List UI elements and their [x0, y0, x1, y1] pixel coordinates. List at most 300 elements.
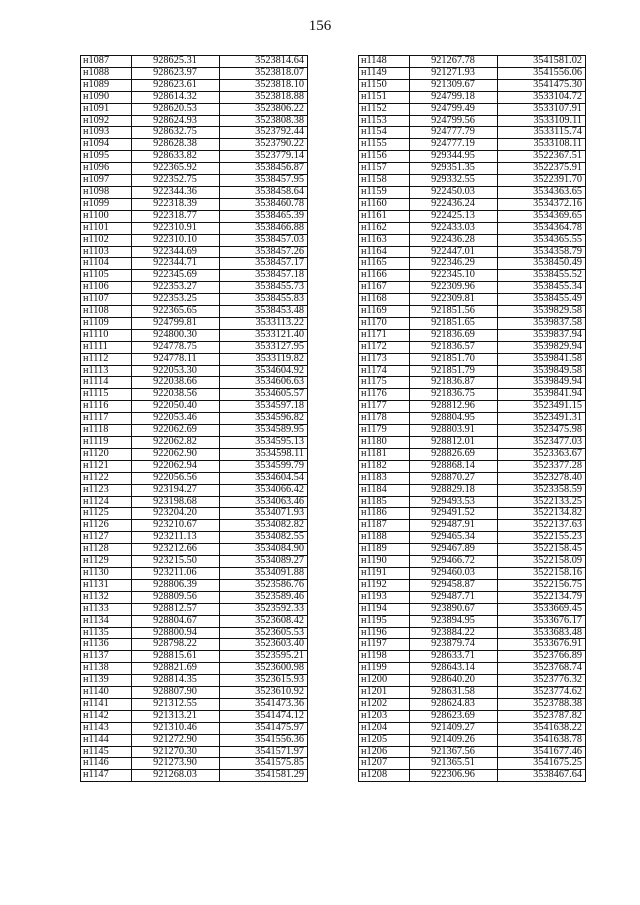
y-coordinate-cell: 3538457.26	[220, 246, 308, 258]
point-id-cell: н1114	[81, 377, 132, 389]
point-id-cell: н1134	[81, 615, 132, 627]
point-id-cell: н1131	[81, 579, 132, 591]
point-id-cell: н1129	[81, 556, 132, 568]
y-coordinate-cell: 3541556.36	[220, 734, 308, 746]
y-coordinate-cell: 3534595.13	[220, 437, 308, 449]
x-coordinate-cell: 928812.01	[410, 437, 498, 449]
y-coordinate-cell: 3523779.14	[220, 151, 308, 163]
x-coordinate-cell: 922344.69	[132, 246, 220, 258]
point-id-cell: н1199	[359, 663, 410, 675]
point-id-cell: н1189	[359, 544, 410, 556]
table-row	[359, 115, 586, 127]
point-id-cell: н1164	[359, 246, 410, 258]
x-coordinate-cell: 922053.30	[132, 365, 220, 377]
y-coordinate-cell: 3539837.94	[498, 329, 586, 341]
x-coordinate-cell: 922318.39	[132, 198, 220, 210]
table-row	[81, 710, 308, 722]
table-row	[81, 294, 308, 306]
x-coordinate-cell: 921851.79	[410, 365, 498, 377]
y-coordinate-cell: 3538450.49	[498, 258, 586, 270]
y-coordinate-cell: 3522134.82	[498, 508, 586, 520]
y-coordinate-cell: 3539849.58	[498, 365, 586, 377]
x-coordinate-cell: 921267.78	[410, 56, 498, 68]
point-id-cell: н1180	[359, 437, 410, 449]
x-coordinate-cell: 928620.53	[132, 103, 220, 115]
x-coordinate-cell: 928807.90	[132, 687, 220, 699]
table-row	[81, 127, 308, 139]
x-coordinate-cell: 923211.06	[132, 567, 220, 579]
x-coordinate-cell: 924799.49	[410, 103, 498, 115]
x-coordinate-cell: 928868.14	[410, 460, 498, 472]
table-row	[359, 401, 586, 413]
point-id-cell: н1161	[359, 210, 410, 222]
table-row	[359, 234, 586, 246]
x-coordinate-cell: 923215.50	[132, 556, 220, 568]
y-coordinate-cell: 3533108.11	[498, 139, 586, 151]
x-coordinate-cell: 922345.10	[410, 270, 498, 282]
table-row	[359, 103, 586, 115]
x-coordinate-cell: 921268.03	[132, 770, 220, 782]
x-coordinate-cell: 922352.75	[132, 175, 220, 187]
y-coordinate-cell: 3538456.87	[220, 163, 308, 175]
y-coordinate-cell: 3522158.09	[498, 556, 586, 568]
y-coordinate-cell: 3523477.03	[498, 437, 586, 449]
y-coordinate-cell: 3523792.44	[220, 127, 308, 139]
table-row	[359, 567, 586, 579]
point-id-cell: н1140	[81, 687, 132, 699]
y-coordinate-cell: 3523806.22	[220, 103, 308, 115]
table-row	[359, 139, 586, 151]
x-coordinate-cell: 922365.65	[132, 306, 220, 318]
point-id-cell: н1185	[359, 496, 410, 508]
y-coordinate-cell: 3534597.18	[220, 401, 308, 413]
point-id-cell: н1127	[81, 532, 132, 544]
x-coordinate-cell: 922447.01	[410, 246, 498, 258]
point-id-cell: н1206	[359, 746, 410, 758]
x-coordinate-cell: 929466.72	[410, 556, 498, 568]
point-id-cell: н1092	[81, 115, 132, 127]
y-coordinate-cell: 3541575.85	[220, 758, 308, 770]
x-coordinate-cell: 924777.19	[410, 139, 498, 151]
y-coordinate-cell: 3523787.82	[498, 710, 586, 722]
y-coordinate-cell: 3523608.42	[220, 615, 308, 627]
table-row	[81, 329, 308, 341]
point-id-cell: н1094	[81, 139, 132, 151]
table-row	[359, 698, 586, 710]
x-coordinate-cell: 922344.71	[132, 258, 220, 270]
table-row	[359, 687, 586, 699]
y-coordinate-cell: 3522137.63	[498, 520, 586, 532]
point-id-cell: н1195	[359, 615, 410, 627]
point-id-cell: н1087	[81, 56, 132, 68]
point-id-cell: н1147	[81, 770, 132, 782]
point-id-cell: н1151	[359, 91, 410, 103]
table-row	[359, 770, 586, 782]
x-coordinate-cell: 922344.36	[132, 186, 220, 198]
y-coordinate-cell: 3541677.46	[498, 746, 586, 758]
y-coordinate-cell: 3523615.93	[220, 675, 308, 687]
y-coordinate-cell: 3523491.15	[498, 401, 586, 413]
x-coordinate-cell: 929491.52	[410, 508, 498, 520]
table-row	[359, 437, 586, 449]
point-id-cell: н1117	[81, 413, 132, 425]
x-coordinate-cell: 928798.22	[132, 639, 220, 651]
y-coordinate-cell: 3523774.62	[498, 687, 586, 699]
y-coordinate-cell: 3538467.64	[498, 770, 586, 782]
point-id-cell: н1191	[359, 567, 410, 579]
y-coordinate-cell: 3541638.22	[498, 722, 586, 734]
point-id-cell: н1090	[81, 91, 132, 103]
point-id-cell: н1175	[359, 377, 410, 389]
point-id-cell: н1096	[81, 163, 132, 175]
x-coordinate-cell: 928628.38	[132, 139, 220, 151]
y-coordinate-cell: 3522155.23	[498, 532, 586, 544]
y-coordinate-cell: 3534598.11	[220, 448, 308, 460]
x-coordinate-cell: 922062.94	[132, 460, 220, 472]
table-row	[81, 103, 308, 115]
x-coordinate-cell: 921367.56	[410, 746, 498, 758]
point-id-cell: н1123	[81, 484, 132, 496]
x-coordinate-cell: 928625.31	[132, 56, 220, 68]
x-coordinate-cell: 928814.35	[132, 675, 220, 687]
point-id-cell: н1192	[359, 579, 410, 591]
point-id-cell: н1173	[359, 353, 410, 365]
point-id-cell: н1150	[359, 79, 410, 91]
point-id-cell: н1177	[359, 401, 410, 413]
x-coordinate-cell: 928643.14	[410, 663, 498, 675]
point-id-cell: н1095	[81, 151, 132, 163]
point-id-cell: н1089	[81, 79, 132, 91]
point-id-cell: н1155	[359, 139, 410, 151]
table-row	[359, 556, 586, 568]
x-coordinate-cell: 922436.28	[410, 234, 498, 246]
table-row	[81, 91, 308, 103]
table-row	[359, 151, 586, 163]
point-id-cell: н1139	[81, 675, 132, 687]
table-row	[81, 448, 308, 460]
table-row	[81, 389, 308, 401]
point-id-cell: н1187	[359, 520, 410, 532]
x-coordinate-cell: 928623.97	[132, 67, 220, 79]
page-number: 156	[308, 18, 332, 34]
y-coordinate-cell: 3534089.27	[220, 556, 308, 568]
point-id-cell: н1118	[81, 425, 132, 437]
x-coordinate-cell: 921851.65	[410, 317, 498, 329]
point-id-cell: н1133	[81, 603, 132, 615]
table-row	[81, 317, 308, 329]
table-row	[359, 282, 586, 294]
table-row	[81, 770, 308, 782]
x-coordinate-cell: 928624.93	[132, 115, 220, 127]
table-row	[359, 186, 586, 198]
y-coordinate-cell: 3538455.83	[220, 294, 308, 306]
x-coordinate-cell: 928829.18	[410, 484, 498, 496]
point-id-cell: н1202	[359, 698, 410, 710]
point-id-cell: н1196	[359, 627, 410, 639]
point-id-cell: н1167	[359, 282, 410, 294]
x-coordinate-cell: 922345.69	[132, 270, 220, 282]
point-id-cell: н1205	[359, 734, 410, 746]
table-row	[359, 258, 586, 270]
x-coordinate-cell: 921409.27	[410, 722, 498, 734]
x-coordinate-cell: 928804.95	[410, 413, 498, 425]
table-row	[81, 567, 308, 579]
x-coordinate-cell: 928631.58	[410, 687, 498, 699]
table-row	[81, 484, 308, 496]
point-id-cell: н1163	[359, 234, 410, 246]
point-id-cell: н1102	[81, 234, 132, 246]
x-coordinate-cell: 922309.81	[410, 294, 498, 306]
y-coordinate-cell: 3533109.11	[498, 115, 586, 127]
x-coordinate-cell: 928623.69	[410, 710, 498, 722]
table-row	[81, 675, 308, 687]
point-id-cell: н1200	[359, 675, 410, 687]
x-coordinate-cell: 922309.96	[410, 282, 498, 294]
y-coordinate-cell: 3534066.42	[220, 484, 308, 496]
table-row	[81, 663, 308, 675]
y-coordinate-cell: 3541581.29	[220, 770, 308, 782]
point-id-cell: н1108	[81, 306, 132, 318]
y-coordinate-cell: 3534365.55	[498, 234, 586, 246]
x-coordinate-cell: 928624.83	[410, 698, 498, 710]
y-coordinate-cell: 3533127.95	[220, 341, 308, 353]
table-row	[81, 258, 308, 270]
table-row	[359, 484, 586, 496]
table-row	[359, 746, 586, 758]
x-coordinate-cell: 922450.03	[410, 186, 498, 198]
y-coordinate-cell: 3523603.40	[220, 639, 308, 651]
y-coordinate-cell: 3523818.07	[220, 67, 308, 79]
x-coordinate-cell: 928633.82	[132, 151, 220, 163]
table-row	[359, 365, 586, 377]
table-row	[359, 472, 586, 484]
x-coordinate-cell: 921851.56	[410, 306, 498, 318]
point-id-cell: н1109	[81, 317, 132, 329]
point-id-cell: н1121	[81, 460, 132, 472]
point-id-cell: н1130	[81, 567, 132, 579]
point-id-cell: н1091	[81, 103, 132, 115]
point-id-cell: н1143	[81, 722, 132, 734]
point-id-cell: н1105	[81, 270, 132, 282]
x-coordinate-cell: 924799.56	[410, 115, 498, 127]
x-coordinate-cell: 922365.92	[132, 163, 220, 175]
table-row	[359, 663, 586, 675]
table-row	[359, 460, 586, 472]
y-coordinate-cell: 3523605.53	[220, 627, 308, 639]
y-coordinate-cell: 3541675.25	[498, 758, 586, 770]
table-row	[81, 639, 308, 651]
x-coordinate-cell: 928633.71	[410, 651, 498, 663]
point-id-cell: н1146	[81, 758, 132, 770]
x-coordinate-cell: 923198.68	[132, 496, 220, 508]
table-row	[81, 520, 308, 532]
x-coordinate-cell: 923879.74	[410, 639, 498, 651]
x-coordinate-cell: 928632.75	[132, 127, 220, 139]
x-coordinate-cell: 929458.87	[410, 579, 498, 591]
table-row	[81, 56, 308, 68]
y-coordinate-cell: 3534604.54	[220, 472, 308, 484]
table-row	[81, 222, 308, 234]
point-id-cell: н1124	[81, 496, 132, 508]
table-row	[359, 675, 586, 687]
y-coordinate-cell: 3534082.82	[220, 520, 308, 532]
y-coordinate-cell: 3538455.34	[498, 282, 586, 294]
point-id-cell: н1201	[359, 687, 410, 699]
x-coordinate-cell: 929487.91	[410, 520, 498, 532]
x-coordinate-cell: 921836.87	[410, 377, 498, 389]
x-coordinate-cell: 921270.30	[132, 746, 220, 758]
x-coordinate-cell: 928815.61	[132, 651, 220, 663]
table-row	[359, 425, 586, 437]
x-coordinate-cell: 923894.95	[410, 615, 498, 627]
table-row	[359, 603, 586, 615]
x-coordinate-cell: 923890.67	[410, 603, 498, 615]
x-coordinate-cell: 929467.89	[410, 544, 498, 556]
point-id-cell: н1103	[81, 246, 132, 258]
x-coordinate-cell: 928623.61	[132, 79, 220, 91]
x-coordinate-cell: 929344.95	[410, 151, 498, 163]
point-id-cell: н1104	[81, 258, 132, 270]
table-row	[81, 175, 308, 187]
y-coordinate-cell: 3533115.74	[498, 127, 586, 139]
y-coordinate-cell: 3539829.58	[498, 306, 586, 318]
x-coordinate-cell: 921365.51	[410, 758, 498, 770]
x-coordinate-cell: 922346.29	[410, 258, 498, 270]
x-coordinate-cell: 921312.55	[132, 698, 220, 710]
table-row	[359, 198, 586, 210]
point-id-cell: н1156	[359, 151, 410, 163]
y-coordinate-cell: 3534091.88	[220, 567, 308, 579]
y-coordinate-cell: 3534369.65	[498, 210, 586, 222]
point-id-cell: н1107	[81, 294, 132, 306]
point-id-cell: н1145	[81, 746, 132, 758]
table-row	[81, 79, 308, 91]
point-id-cell: н1099	[81, 198, 132, 210]
y-coordinate-cell: 3523586.76	[220, 579, 308, 591]
table-row	[81, 544, 308, 556]
table-row	[81, 282, 308, 294]
x-coordinate-cell: 923211.13	[132, 532, 220, 544]
table-row	[81, 139, 308, 151]
table-row	[81, 413, 308, 425]
table-row	[359, 294, 586, 306]
point-id-cell: н1142	[81, 710, 132, 722]
point-id-cell: н1144	[81, 734, 132, 746]
point-id-cell: н1193	[359, 591, 410, 603]
point-id-cell: н1186	[359, 508, 410, 520]
x-coordinate-cell: 929493.53	[410, 496, 498, 508]
point-id-cell: н1207	[359, 758, 410, 770]
x-coordinate-cell: 922062.69	[132, 425, 220, 437]
y-coordinate-cell: 3523475.98	[498, 425, 586, 437]
table-row	[81, 377, 308, 389]
y-coordinate-cell: 3533119.82	[220, 353, 308, 365]
y-coordinate-cell: 3533669.45	[498, 603, 586, 615]
point-id-cell: н1093	[81, 127, 132, 139]
x-coordinate-cell: 928640.20	[410, 675, 498, 687]
y-coordinate-cell: 3523776.32	[498, 675, 586, 687]
point-id-cell: н1088	[81, 67, 132, 79]
table-row	[81, 353, 308, 365]
point-id-cell: н1106	[81, 282, 132, 294]
table-row	[81, 734, 308, 746]
table-row	[359, 520, 586, 532]
y-coordinate-cell: 3523788.38	[498, 698, 586, 710]
y-coordinate-cell: 3538457.95	[220, 175, 308, 187]
point-id-cell: н1183	[359, 472, 410, 484]
y-coordinate-cell: 3539841.94	[498, 389, 586, 401]
table-row	[81, 687, 308, 699]
y-coordinate-cell: 3523610.92	[220, 687, 308, 699]
table-row	[81, 234, 308, 246]
table-row	[81, 246, 308, 258]
point-id-cell: н1100	[81, 210, 132, 222]
y-coordinate-cell: 3541475.97	[220, 722, 308, 734]
x-coordinate-cell: 928800.94	[132, 627, 220, 639]
point-id-cell: н1113	[81, 365, 132, 377]
table-row	[359, 91, 586, 103]
table-row	[81, 460, 308, 472]
table-row	[81, 472, 308, 484]
table-row	[359, 627, 586, 639]
x-coordinate-cell: 924800.30	[132, 329, 220, 341]
x-coordinate-cell: 924777.79	[410, 127, 498, 139]
table-row	[359, 67, 586, 79]
table-row	[359, 544, 586, 556]
x-coordinate-cell: 928804.67	[132, 615, 220, 627]
y-coordinate-cell: 3538457.17	[220, 258, 308, 270]
point-id-cell: н1122	[81, 472, 132, 484]
y-coordinate-cell: 3538455.49	[498, 294, 586, 306]
table-row	[359, 496, 586, 508]
table-row	[359, 79, 586, 91]
table-row	[359, 127, 586, 139]
table-row	[81, 698, 308, 710]
x-coordinate-cell: 922425.13	[410, 210, 498, 222]
y-coordinate-cell: 3539837.58	[498, 317, 586, 329]
table-row	[81, 151, 308, 163]
point-id-cell: н1208	[359, 770, 410, 782]
y-coordinate-cell: 3523768.74	[498, 663, 586, 675]
y-coordinate-cell: 3538455.73	[220, 282, 308, 294]
y-coordinate-cell: 3541581.02	[498, 56, 586, 68]
x-coordinate-cell: 921836.69	[410, 329, 498, 341]
point-id-cell: н1197	[359, 639, 410, 651]
table-row	[81, 556, 308, 568]
table-row	[81, 496, 308, 508]
x-coordinate-cell: 923212.66	[132, 544, 220, 556]
point-id-cell: н1172	[359, 341, 410, 353]
x-coordinate-cell: 922038.66	[132, 377, 220, 389]
y-coordinate-cell: 3522158.16	[498, 567, 586, 579]
point-id-cell: н1169	[359, 306, 410, 318]
table-row	[81, 365, 308, 377]
y-coordinate-cell: 3523377.28	[498, 460, 586, 472]
y-coordinate-cell: 3522391.70	[498, 175, 586, 187]
x-coordinate-cell: 928614.32	[132, 91, 220, 103]
y-coordinate-cell: 3523814.64	[220, 56, 308, 68]
table-row	[359, 651, 586, 663]
table-row	[359, 329, 586, 341]
table-row	[359, 246, 586, 258]
x-coordinate-cell: 922050.40	[132, 401, 220, 413]
point-id-cell: н1170	[359, 317, 410, 329]
table-row	[81, 627, 308, 639]
table-row	[359, 163, 586, 175]
point-id-cell: н1181	[359, 448, 410, 460]
table-row	[81, 603, 308, 615]
y-coordinate-cell: 3538455.52	[498, 270, 586, 282]
